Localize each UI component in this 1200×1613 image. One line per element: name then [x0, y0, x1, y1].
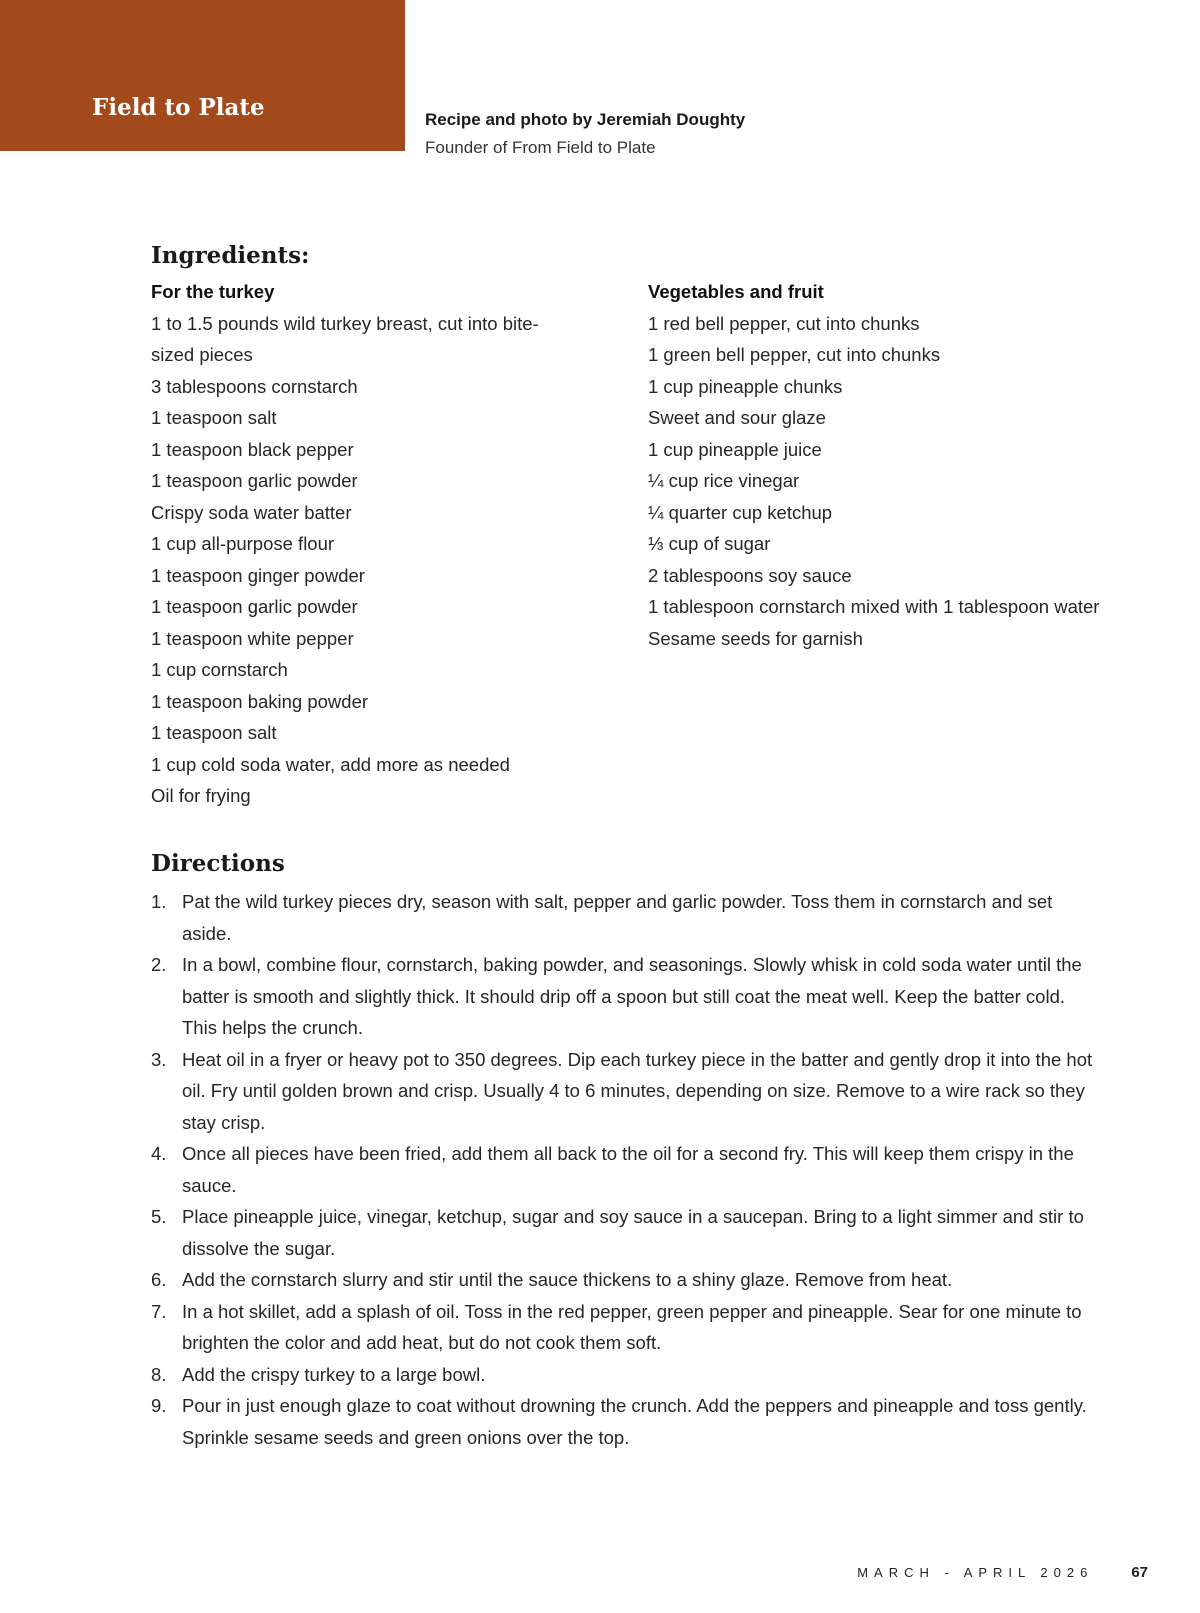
ingredient-item: 1 cup pineapple juice [648, 438, 822, 460]
ingredients-right-column [648, 276, 1108, 654]
issue-date: MARCH - APRIL 2026 [857, 1565, 1094, 1580]
direction-step [151, 1201, 1101, 1264]
step-text: Place pineapple juice, vinegar, ketchup, sugar and soy sauce in a saucepan. Bring to a light simmer and stir to dissolve the sugar. [182, 1206, 1084, 1259]
step-number: 3. [151, 1048, 167, 1070]
step-text: Add the crispy turkey to a large bowl. [182, 1363, 486, 1385]
page-footer [857, 1564, 1148, 1581]
step-text: Pour in just enough glaze to coat without drowning the crunch. Add the peppers and pineapple and toss gently. Sprinkle sesame seeds and green onions over the top. [182, 1395, 1087, 1448]
step-text: In a hot skillet, add a splash of oil. Toss in the red pepper, green pepper and pineapple. Sear for one minute to brighten the color and add heat, but do not cook them soft. [182, 1300, 1082, 1353]
ingredients-left-column [151, 276, 581, 812]
step-text: In a bowl, combine flour, cornstarch, baking powder, and seasonings. Slowly whisk in cold soda water until the batter is smooth and slightly thick. It should drip off a spoon but still coat the meat well. Keep the batter cold. This helps the crunch. [182, 954, 1082, 1038]
direction-step [151, 949, 1101, 1044]
direction-step [151, 1390, 1101, 1453]
step-number: 5. [151, 1206, 167, 1227]
ingredient-item: 1 to 1.5 pounds wild turkey breast, cut into bite-sized pieces [151, 312, 539, 365]
ingredients-heading: Ingredients: [151, 242, 310, 269]
ingredient-item: 1 teaspoon salt [151, 407, 277, 428]
ingredient-item: 1 teaspoon garlic powder [151, 470, 358, 491]
ingredient-item: Crispy soda water batter [151, 501, 352, 523]
vegetables-subheading: Vegetables and fruit [648, 281, 824, 302]
step-text: Heat oil in a fryer or heavy pot to 350 degrees. Dip each turkey piece in the batter and gently drop it into the hot oil. Fry until golden brown and crisp. Usually 4 to 6 minutes, depending on size. Remove to a wire rack so they stay crisp. [182, 1048, 1093, 1133]
step-text: Add the cornstarch slurry and stir until the sauce thickens to a shiny glaze. Remove from heat. [182, 1269, 953, 1290]
step-number: 7. [151, 1300, 167, 1322]
ingredient-item: 1 cup cornstarch [151, 659, 288, 680]
ingredient-item: 2 tablespoons soy sauce [648, 564, 852, 586]
ingredient-item: Sesame seeds for garnish [648, 627, 863, 649]
ingredient-item: 1 teaspoon white pepper [151, 627, 354, 649]
step-number: 6. [151, 1269, 167, 1290]
ingredient-item: ¼ quarter cup ketchup [648, 501, 833, 523]
ingredient-item: 1 red bell pepper, cut into chunks [648, 312, 920, 334]
ingredient-item: ¼ cup rice vinegar [648, 470, 800, 491]
step-text: Pat the wild turkey pieces dry, season with salt, pepper and garlic powder. Toss them in cornstarch and set aside. [182, 891, 1053, 944]
step-number: 1. [151, 891, 167, 912]
section-banner [0, 0, 405, 151]
turkey-subheading: For the turkey [151, 281, 275, 302]
ingredient-item: 1 tablespoon cornstarch mixed with 1 tablespoon water [648, 596, 1100, 617]
directions-list [151, 886, 1101, 1453]
ingredient-item: ⅓ cup of sugar [648, 533, 771, 554]
credit-subline: Founder of From Field to Plate [425, 138, 656, 157]
step-number: 8. [151, 1363, 167, 1385]
page-number: 67 [1131, 1564, 1148, 1581]
vegetable-ingredient-list [648, 308, 1108, 655]
recipe-credit [425, 106, 745, 162]
direction-step [151, 886, 1101, 949]
ingredient-item: 1 cup pineapple chunks [648, 375, 843, 397]
ingredient-item: 3 tablespoons cornstarch [151, 375, 358, 397]
step-text: Once all pieces have been fried, add them all back to the oil for a second fry. This will keep them crispy in the sauce. [182, 1143, 1074, 1196]
ingredient-item: 1 teaspoon black pepper [151, 438, 354, 460]
ingredient-item: 1 green bell pepper, cut into chunks [648, 344, 941, 365]
ingredient-item: 1 teaspoon baking powder [151, 690, 369, 712]
direction-step [151, 1044, 1101, 1139]
ingredient-item: 1 teaspoon garlic powder [151, 596, 358, 617]
ingredient-item: 1 cup cold soda water, add more as needed [151, 753, 510, 775]
section-title: Field to Plate [92, 94, 265, 121]
ingredient-item: 1 cup all-purpose flour [151, 533, 335, 554]
ingredient-item: Sweet and sour glaze [648, 407, 826, 428]
direction-step [151, 1138, 1101, 1201]
step-number: 2. [151, 954, 167, 975]
direction-step [151, 1359, 1101, 1391]
ingredient-item: 1 teaspoon ginger powder [151, 564, 365, 586]
step-number: 4. [151, 1143, 167, 1164]
ingredient-item: 1 teaspoon salt [151, 722, 277, 743]
credit-line: Recipe and photo by Jeremiah Doughty [425, 110, 746, 129]
turkey-ingredient-list [151, 308, 581, 812]
direction-step [151, 1264, 1101, 1296]
directions-heading: Directions [151, 850, 285, 877]
step-number: 9. [151, 1395, 167, 1416]
direction-step [151, 1296, 1101, 1359]
ingredient-item: Oil for frying [151, 785, 251, 806]
